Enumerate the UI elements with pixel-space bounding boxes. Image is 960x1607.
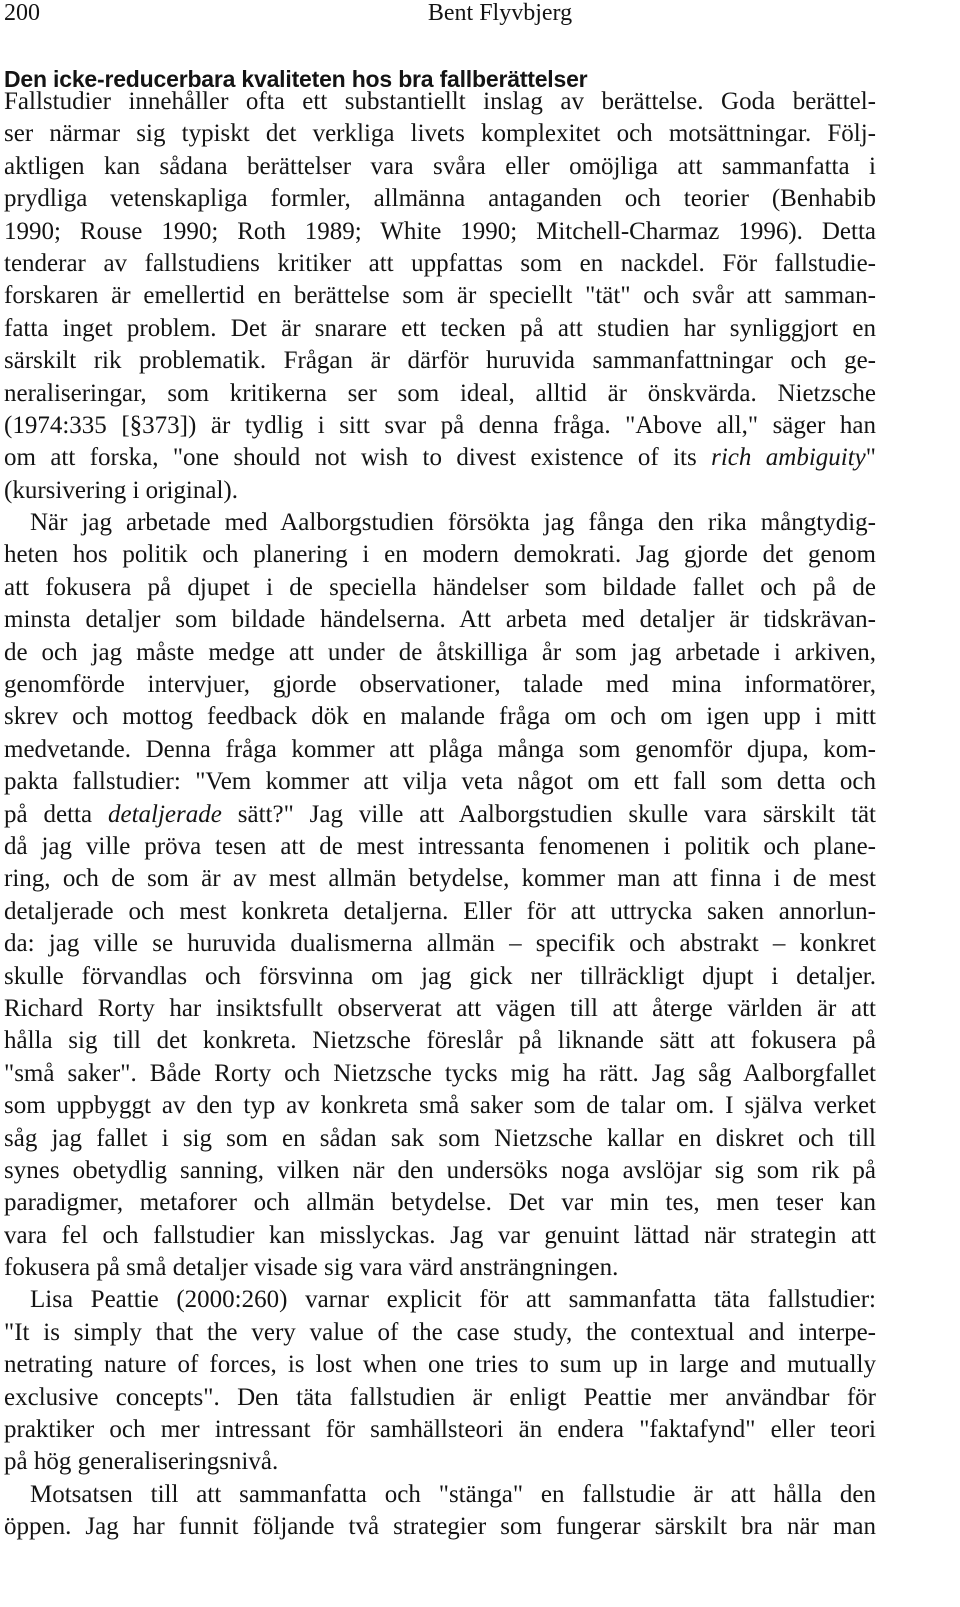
italic-phrase: detaljerade (108, 800, 222, 828)
text-line: detaljerade och mest konkreta detaljerna. Eller för att uttrycka saken annorlun- (4, 897, 876, 925)
text-line: då jag ville pröva tesen att de mest intressanta fenomenen i politik och plane- (4, 832, 876, 860)
text-line: prydliga vetenskapliga formler, allmänna antaganden och teorier (Benhabib (4, 185, 876, 213)
text-line: minsta detaljer som bildade händelserna. Att arbeta med detaljer är tidskrävan- (4, 606, 876, 634)
text-line: ser närmar sig typiskt det verkliga livets komplexitet och motsättningar. Följ- (4, 120, 876, 148)
text-line: forskaren är emellertid en berättelse som är speciellt "tät" och svår att samman- (4, 282, 876, 310)
body-text (4, 86, 876, 1544)
text-line: som uppbyggt av den typ av konkreta små saker som de talar om. I själva verket (4, 1092, 876, 1120)
text-line: öppen. Jag har funnit följande två strategier som fungerar särskilt bra när man (4, 1513, 876, 1541)
text-line: att fokusera på djupet i de speciella händelser som bildade fallet och på de (4, 573, 876, 601)
text-line: neraliseringar, som kritikerna ser som ideal, alltid är önskvärda. Nietzsche (4, 379, 876, 407)
paragraph-start: Lisa Peattie (2000:260) varnar explicit för att sammanfatta täta fallstudier: (30, 1286, 876, 1314)
text-line: "It is simply that the very value of the case study, the contextual and interpe- (4, 1318, 876, 1346)
text-line: (1974:335 [§373]) är tydlig i sitt svar på denna fråga. "Above all," säger han (4, 411, 876, 439)
page-number: 200 (4, 0, 40, 26)
text-line: pakta fallstudier: "Vem kommer att vilja veta något om ett fall som detta och (4, 768, 876, 796)
text-line: (kursivering i original). (4, 476, 238, 504)
text-line: exclusive concepts". Den täta fallstudien är enligt Peattie mer användbar för (4, 1383, 876, 1411)
page-header (0, 0, 960, 30)
text-line: hålla sig till det konkreta. Nietzsche föreslår på liknande sätt att fokusera på (4, 1027, 876, 1055)
text-segment: sätt?" Jag ville att Aalborgstudien skulle vara särskilt tät (237, 800, 877, 828)
text-segment: " (865, 444, 876, 472)
text-line: skrev och mottog feedback dök en malande fråga om och om igen upp i mitt (4, 703, 876, 731)
text-line: netrating nature of forces, is lost when one tries to sum up in large and mutually (4, 1351, 876, 1379)
text-line: da: jag ville se huruvida dualismerna allmän – specifik och abstrakt – konkret (4, 930, 876, 958)
text-line: ring, och de som är av mest allmän betydelse, kommer man att finna i de mest (4, 865, 876, 893)
text-line: såg jag fallet i sig som en sådan sak som Nietzsche kallar en diskret och till (4, 1124, 876, 1152)
section-heading: Den icke-reducerbara kvaliteten hos bra fallberättelser (4, 66, 588, 92)
text-line: 1990; Rouse 1990; Roth 1989; White 1990; Mitchell-Charmaz 1996). Detta (4, 217, 876, 245)
text-line: tenderar av fallstudiens kritiker att uppfattas som en nackdel. För fallstudie- (4, 249, 876, 277)
text-line: fatta inget problem. Det är snarare ett tecken på att studien har synliggjort en (4, 314, 876, 342)
text-line: synes obetydlig sanning, vilken när den undersöks noga avslöjar sig som rik på (4, 1156, 876, 1184)
text-line (4, 442, 876, 474)
text-line: heten hos politik och planering i en modern demokrati. Jag gjorde det genom (4, 541, 876, 569)
text-line (4, 799, 876, 831)
italic-phrase: rich ambiguity (711, 444, 866, 472)
text-line: genomförde intervjuer, gjorde observationer, talade med mina informatörer, (4, 671, 876, 699)
text-line: särskilt rik problematik. Frågan är därför huruvida sammanfattningar och ge- (4, 347, 876, 375)
text-line: på hög generaliseringsnivå. (4, 1448, 279, 1476)
text-line: Fallstudier innehåller ofta ett substantiellt inslag av berättelse. Goda berättel- (4, 88, 876, 115)
text-line: de och jag måste medge att under de åtskilliga år som jag arbetade i arkiven, (4, 638, 876, 666)
text-line: medvetande. Denna fråga kommer att plåga många som genomför djupa, kom- (4, 735, 876, 763)
text-line: praktiker och mer intressant för samhällsteori än endera "faktafynd" eller teori (4, 1416, 876, 1444)
text-line: skulle förvandlas och försvinna om jag gick ner tillräckligt djupt i detaljer. (4, 962, 876, 990)
text-line: aktligen kan sådana berättelser vara svåra eller omöjliga att sammanfatta i (4, 152, 876, 180)
text-line: paradigmer, metaforer och allmän betydelse. Det var min tes, men teser kan (4, 1189, 876, 1217)
text-line: vara fel och fallstudier kan misslyckas. Jag var genuint lättad när strategin att (4, 1221, 876, 1249)
text-line: Richard Rorty har insiktsfullt observerat att vägen till att återge världen är att (4, 994, 876, 1022)
text-line: "små saker". Både Rorty och Nietzsche tycks mig ha rätt. Jag såg Aalborgfallet (4, 1059, 876, 1087)
paragraph-start: Motsatsen till att sammanfatta och "stänga" en fallstudie är att hålla den (30, 1480, 876, 1508)
running-head: Bent Flyvbjerg (427, 0, 573, 26)
paragraph-start: När jag arbetade med Aalborgstudien försökta jag fånga den rika mångtydig- (30, 509, 876, 537)
text-segment: på detta (4, 800, 93, 828)
text-segment: om att forska, "one should not wish to divest existence of its (4, 444, 697, 472)
text-line: fokusera på små detaljer visade sig vara värd ansträngningen. (4, 1254, 619, 1282)
